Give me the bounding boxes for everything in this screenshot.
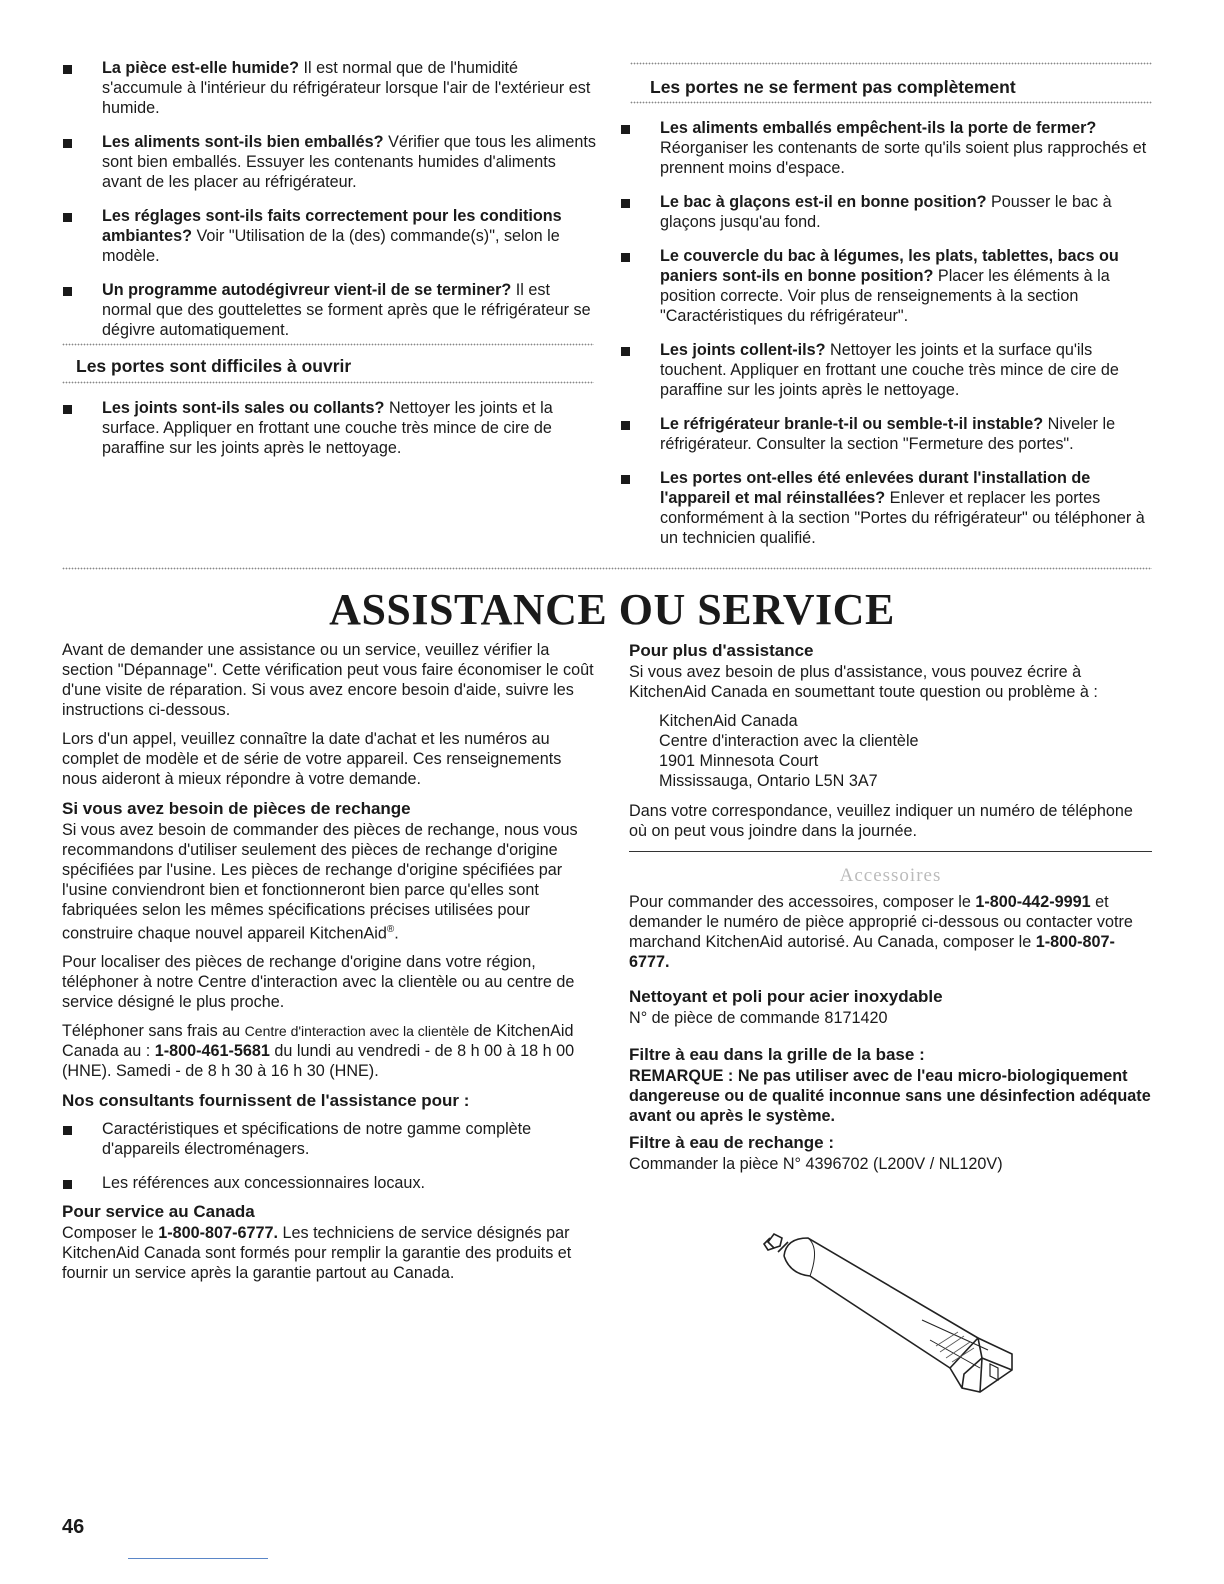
bullet-item: Les joints collent-ils? Nettoyer les joints et la surface qu'ils touchent. Appliquer en frottant une couche très mince de cire de paraffine sur les joints après le nettoyage. — [620, 340, 1152, 400]
parts-paragraph: Si vous avez besoin de commander des pièces de rechange, nous vous recommandons d'utiliser seulement des pièces de rechange d'origine spécifiées par l'usine. Les pièces de rechange d'origine spécifiées par l'usine conviendront bien et fonctionneront bien parce qu'elles sont fabriquées selon les mêmes spécifications précises utilisées pour construire chaque nouvel appareil KitchenAid®. — [62, 821, 578, 943]
intro-paragraph: Avant de demander une assistance ou un service, veuillez vérifier la section "Dépannage". Cette vérification peut vous faire économiser le coût d'une visite de réparation. Si vous avez encore besoin d'aide, suivre les instructions ci-dessous. — [62, 641, 594, 719]
divider — [62, 343, 594, 346]
filter-heading: Filtre à eau dans la grille de la base : — [629, 1045, 925, 1064]
bullet-item: Les aliments emballés empêchent-ils la porte de fermer? Réorganiser les contenants de sorte qu'ils soient plus rapprochés et prennent moins d'espace. — [620, 118, 1152, 178]
correspondence-paragraph: Dans votre correspondance, veuillez indiquer un numéro de téléphone où on peut vous joindre dans la journée. — [629, 802, 1133, 840]
bullet-item: Les joints sont-ils sales ou collants? Nettoyer les joints et la surface. Appliquer en frottant une couche très mince de cire de paraffine sur les joints après le nettoyage. — [62, 398, 598, 458]
bullet-item: La pièce est-elle humide? Il est normal que de l'humidité s'accumule à l'intérieur du réfrigérateur lorsque l'air de l'extérieur est humide. — [62, 58, 598, 118]
divider — [630, 101, 1152, 104]
assistance-left-column — [62, 640, 596, 1292]
call-info-paragraph: Lors d'un appel, veuillez connaître la date d'achat et les numéros au complet de modèle et de série de votre appareil. Ces renseignements nous aideront à mieux répondre à votre demande. — [62, 730, 562, 788]
canada-service-paragraph: Composer le 1-800-807-6777. Les techniciens de service désignés par KitchenAid Canada sont formés pour remplir la garantie des produits et fournir un service après la garantie partout au Canada. — [62, 1224, 572, 1283]
phone-number: 1-800-442-9991 — [975, 893, 1091, 911]
assistance-right-column — [629, 640, 1152, 1183]
footer-rule — [128, 1558, 268, 1559]
bullet-item: Le réfrigérateur branle-t-il ou semble-t-il instable? Niveler le réfrigérateur. Consulter la section "Fermeture des portes". — [620, 414, 1152, 454]
title-divider — [62, 567, 1152, 570]
divider — [62, 381, 594, 384]
parts-heading: Si vous avez besoin de pièces de rechange — [62, 799, 411, 818]
bullet-item: Caractéristiques et spécifications de notre gamme complète d'appareils électroménagers. — [62, 1119, 596, 1159]
bullet-item: Le couvercle du bac à légumes, les plats, tablettes, bacs ou paniers sont-ils en bonne position? Placer les éléments à la position correcte. Voir plus de renseignements à la section "Caractéristiques du réfrigérateur". — [620, 246, 1152, 326]
canada-service-heading: Pour service au Canada — [62, 1202, 255, 1222]
cleaner-part: N° de pièce de commande 8171420 — [629, 1009, 888, 1027]
bullet-item: Les aliments sont-ils bien emballés? Vérifier que tous les aliments sont bien emballés. Essuyer les contenants humides d'aliments avant de les placer au réfrigérateur. — [62, 132, 598, 192]
water-filter-illustration — [750, 1228, 1030, 1398]
top-left-column-2 — [62, 398, 598, 472]
consultants-heading: Nos consultants fournissent de l'assistance pour : — [62, 1091, 470, 1111]
top-right-column — [620, 118, 1152, 562]
page-title: ASSISTANCE OU SERVICE — [329, 585, 895, 634]
accessories-divider — [629, 851, 1152, 852]
more-assistance-heading: Pour plus d'assistance — [629, 641, 814, 660]
toll-free-paragraph: Téléphoner sans frais au Centre d'interaction avec la clientèle de KitchenAid Canada au : 1-800-461-5681 du lundi au vendredi - de 8 h 00 à 18 h 00 (HNE). Samedi - de 8 h 30 à 16 h 30 (HNE). — [62, 1022, 575, 1081]
top-left-column — [62, 58, 598, 354]
bullet-item: Les réglages sont-ils faits correctement pour les conditions ambiantes? Voir "Utilisation de la (des) commande(s)", selon le modèle. — [62, 206, 598, 266]
more-assistance-paragraph: Si vous avez besoin de plus d'assistance, vous pouvez écrire à KitchenAid Canada en soumettant toute question ou problème à : — [629, 663, 1098, 701]
locate-parts-paragraph: Pour localiser des pièces de rechange d'origine dans votre région, téléphoner à notre Centre d'interaction avec la clientèle ou au centre de service désigné le plus proche. — [62, 953, 575, 1012]
section-heading-doors-hard-to-open: Les portes sont difficiles à ouvrir — [76, 356, 352, 376]
cleaner-heading: Nettoyant et poli pour acier inoxydable — [629, 987, 943, 1006]
accessories-title: Accessoires — [839, 865, 942, 886]
page-number: 46 — [62, 1516, 85, 1538]
phone-number: 1-800-807-6777. — [158, 1224, 278, 1243]
section-heading-doors-not-closing: Les portes ne se ferment pas complètement — [650, 77, 1016, 97]
replacement-filter-part: Commander la pièce N° 4396702 (L200V / NL120V) — [629, 1155, 1003, 1173]
bullet-item: Un programme autodégivreur vient-il de se terminer? Il est normal que des gouttelettes se forment après que le réfrigérateur se dégivre automatiquement. — [62, 280, 598, 340]
filter-note: REMARQUE : Ne pas utiliser avec de l'eau micro-biologiquement dangereuse ou de qualité inconnue sans une désinfection adéquate avant ou après le système. — [629, 1067, 1151, 1125]
replacement-filter-heading: Filtre à eau de rechange : — [629, 1133, 835, 1152]
bullet-item: Les références aux concessionnaires locaux. — [62, 1173, 596, 1193]
phone-number: 1-800-807-6777. — [629, 933, 1115, 971]
bullet-item: Le bac à glaçons est-il en bonne position? Pousser le bac à glaçons jusqu'au fond. — [620, 192, 1152, 232]
divider — [630, 62, 1152, 65]
accessories-paragraph: Pour commander des accessoires, composer le 1-800-442-9991 et demander le numéro de pièce approprié ci-dessous ou contacter votre marchand KitchenAid autorisé. Au Canada, composer le 1-800-807-6777. — [629, 893, 1133, 971]
bullet-item: Les portes ont-elles été enlevées durant l'installation de l'appareil et mal réinstallées? Enlever et replacer les portes conformément à la section "Portes du réfrigérateur" ou téléphoner à un technicien qualifié. — [620, 468, 1152, 548]
mailing-address: KitchenAid Canada Centre d'interaction avec la clientèle 1901 Minnesota Court Mississauga, Ontario L5N 3A7 — [659, 712, 919, 790]
phone-number: 1-800-461-5681 — [154, 1042, 270, 1061]
